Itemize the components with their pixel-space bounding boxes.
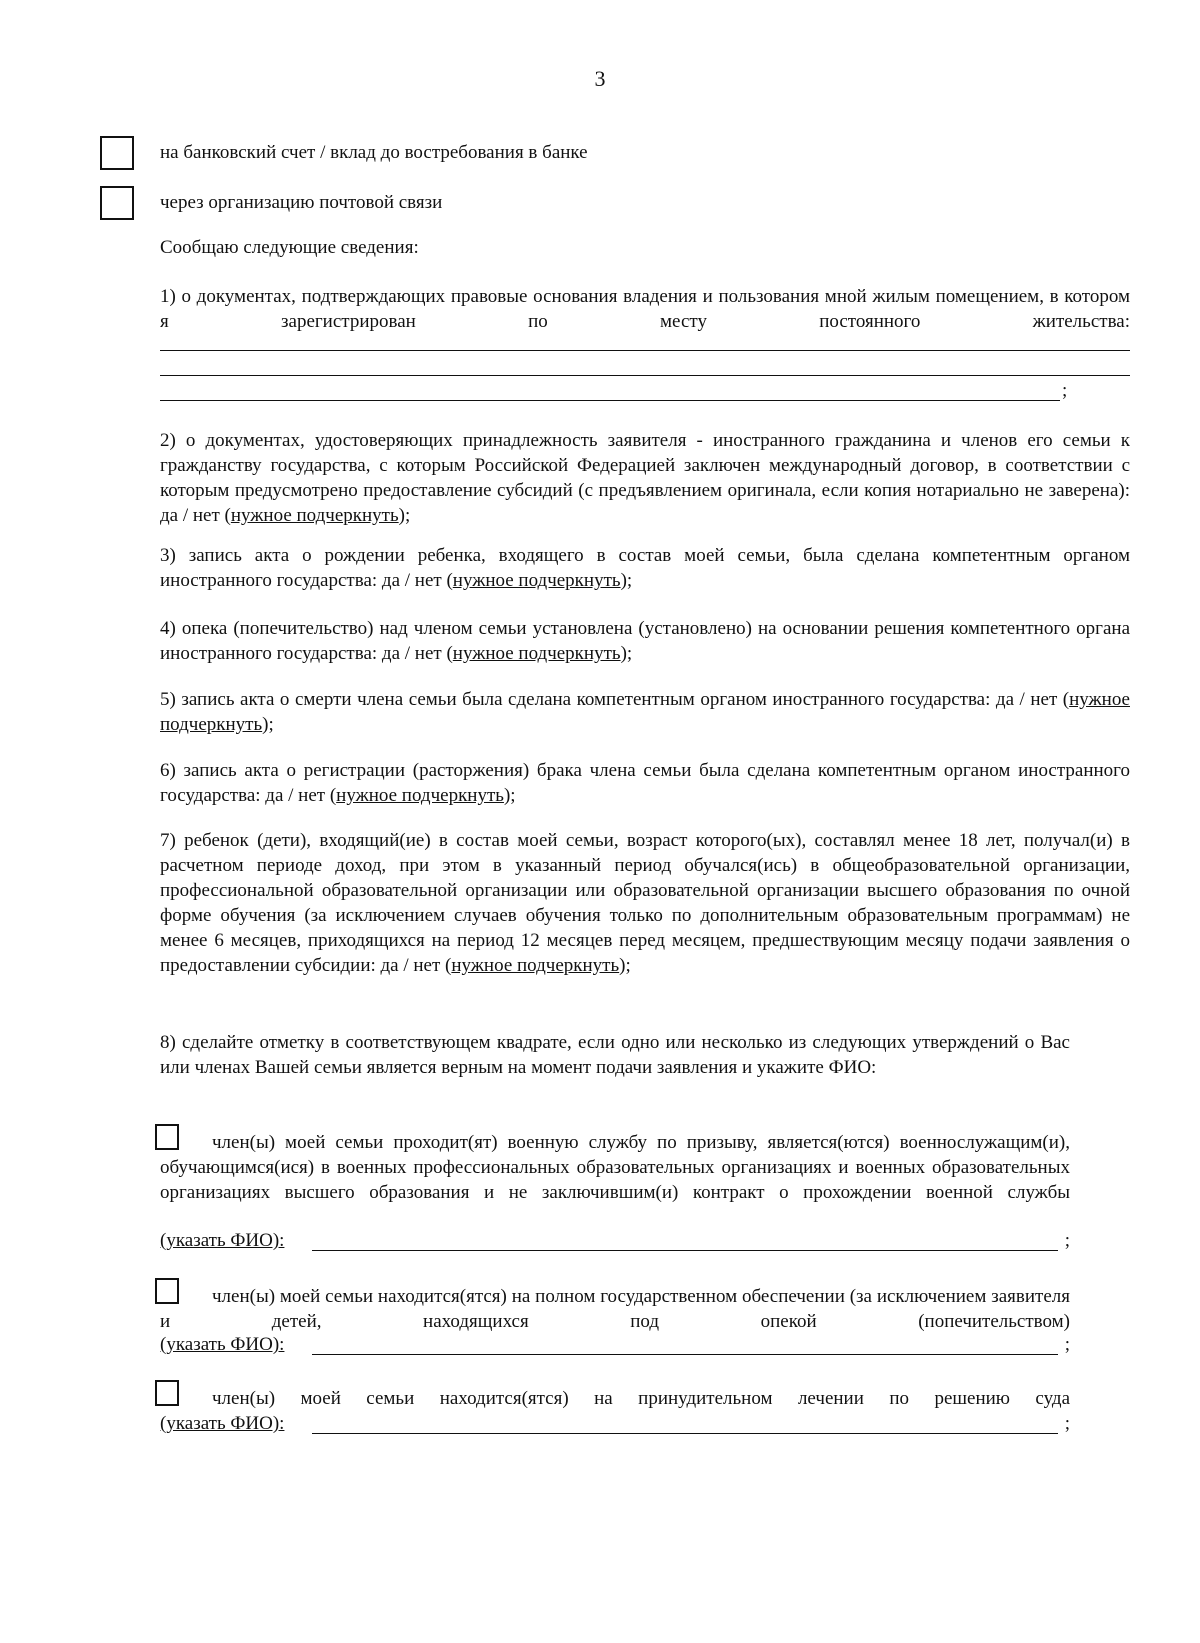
item-7-underline-hint: нужное подчеркнуть [451, 955, 620, 976]
item-7-close: ); [619, 955, 631, 976]
item-1-fill-line-3[interactable] [160, 400, 1060, 401]
item-5-death-record [160, 687, 1130, 737]
statement-3-fio-row [160, 1413, 1070, 1438]
item-7-child-income [160, 828, 1130, 978]
statement-3-fio-label: (указать ФИО): [160, 1413, 285, 1434]
item-6-marriage-record [160, 758, 1130, 808]
item-3-close: ); [620, 570, 633, 591]
statement-2-fio-label: (указать ФИО): [160, 1334, 285, 1355]
statement-2-fio-row [160, 1334, 1070, 1359]
item-6-close: ); [503, 785, 516, 806]
statement-1-fio-label: (указать ФИО): [160, 1230, 285, 1251]
item-6-underline-hint: нужное подчеркнуть [336, 785, 504, 806]
statement-2-text: член(ы) моей семьи находится(ятся) на полном государственном обеспечении (за исключением заявителя и детей, находящихся под опекой (попечительством) [160, 1286, 1070, 1332]
statement-2-semicolon: ; [1064, 1334, 1070, 1355]
bank-checkbox[interactable] [100, 136, 134, 170]
item-2-citizenship-documents [160, 428, 1130, 528]
item-6-text: 6) запись акта о регистрации (расторжения) брака члена семьи была сделана компетентным органом иностранного государства: да / нет ( [160, 760, 1130, 806]
statement-2-state-support [160, 1284, 1070, 1334]
post-checkbox[interactable] [100, 186, 134, 220]
statement-3-semicolon: ; [1064, 1413, 1070, 1434]
item-1-fill-line-1[interactable] [160, 350, 1130, 351]
item-1-fill-line-2[interactable] [160, 375, 1130, 376]
statement-3-fio-line[interactable] [312, 1433, 1058, 1434]
statement-1-military [160, 1130, 1070, 1205]
item-2-text: 2) о документах, удостоверяющих принадлежность заявителя - иностранного гражданина и членов его семьи к гражданству государства, с которым Российской Федерацией заключен международный договор, в соответствии с которым предусмотрено предоставление субсидий (с предъявлением оригинала, если копия нотариально не заверена): да / нет ( [160, 430, 1130, 526]
statement-1-fio-row [160, 1230, 1070, 1255]
item-4-text: 4) опека (попечительство) над членом семьи установлена (установлено) на основании решения компетентного органа иностранного государства: да / нет ( [160, 618, 1130, 664]
statement-1-text: член(ы) моей семьи проходит(ят) военную службу по призыву, является(ются) военнослужащим(и), обучающимся(ися) в военных профессиональных образовательных организациях и военных образовательных организациях высшего образования и не заключившим(и) контракт о прохождении военной службы [160, 1132, 1070, 1203]
bank-option-label: на банковский счет / вклад до востребования в банке [160, 142, 588, 163]
statement-1-fio-line[interactable] [312, 1250, 1058, 1251]
item-4-guardianship [160, 616, 1130, 666]
item-1-housing-documents: 1) о документах, подтверждающих правовые основания владения и пользования мной жилым помещением, в котором я зарегистрирован по месту постоянного жительства: [160, 286, 1130, 332]
post-option-label: через организацию почтовой связи [160, 192, 443, 213]
item-5-underline-hint: нужное подчеркнуть [160, 689, 1130, 735]
item-5-text: 5) запись акта о смерти члена семьи была сделана компетентным органом иностранного государства: да / нет ( [160, 689, 1070, 710]
item-3-birth-record [160, 543, 1130, 593]
item-8-instruction: 8) сделайте отметку в соответствующем квадрате, если одно или несколько из следующих утверждений о Вас или членах Вашей семьи является верным на момент подачи заявления и укажите ФИО: [160, 1032, 1070, 1078]
intro-text: Сообщаю следующие сведения: [160, 237, 419, 258]
item-7-text: 7) ребенок (дети), входящий(ие) в состав моей семьи, возраст которого(ых), составлял менее 18 лет, получал(и) в расчетном периоде доход, при этом в указанный период обучался(ись) в общеобразовательной организации, профессиональной образовательной организации или образовательной организации высшего образования по очной форме обучения (за исключением случаев обучения только по дополнительным образовательным программам) не менее 6 месяцев, приходящихся на период 12 месяцев перед месяцем, предшествующим месяцу подачи заявления о предоставлении субсидии: да / нет ( [160, 830, 1130, 976]
statement-3-text: член(ы) моей семьи находится(ятся) на принудительном лечении по решению суда [212, 1388, 1070, 1409]
statement-1-semicolon: ; [1064, 1230, 1070, 1251]
item-2-underline-hint: нужное подчеркнуть [230, 505, 399, 526]
item-3-text: 3) запись акта о рождении ребенка, входящего в состав моей семьи, была сделана компетентным органом иностранного государства: да / нет ( [160, 545, 1130, 591]
statement-3-compulsory-treatment [160, 1386, 1070, 1411]
item-2-close: ); [398, 505, 411, 526]
page-number: 3 [594, 66, 606, 91]
item-4-close: ); [620, 643, 633, 664]
item-1-semicolon: ; [1062, 380, 1068, 401]
item-5-close: ); [262, 714, 274, 735]
statement-2-fio-line[interactable] [312, 1354, 1058, 1355]
item-3-underline-hint: нужное подчеркнуть [452, 570, 621, 591]
item-4-underline-hint: нужное подчеркнуть [452, 643, 621, 664]
